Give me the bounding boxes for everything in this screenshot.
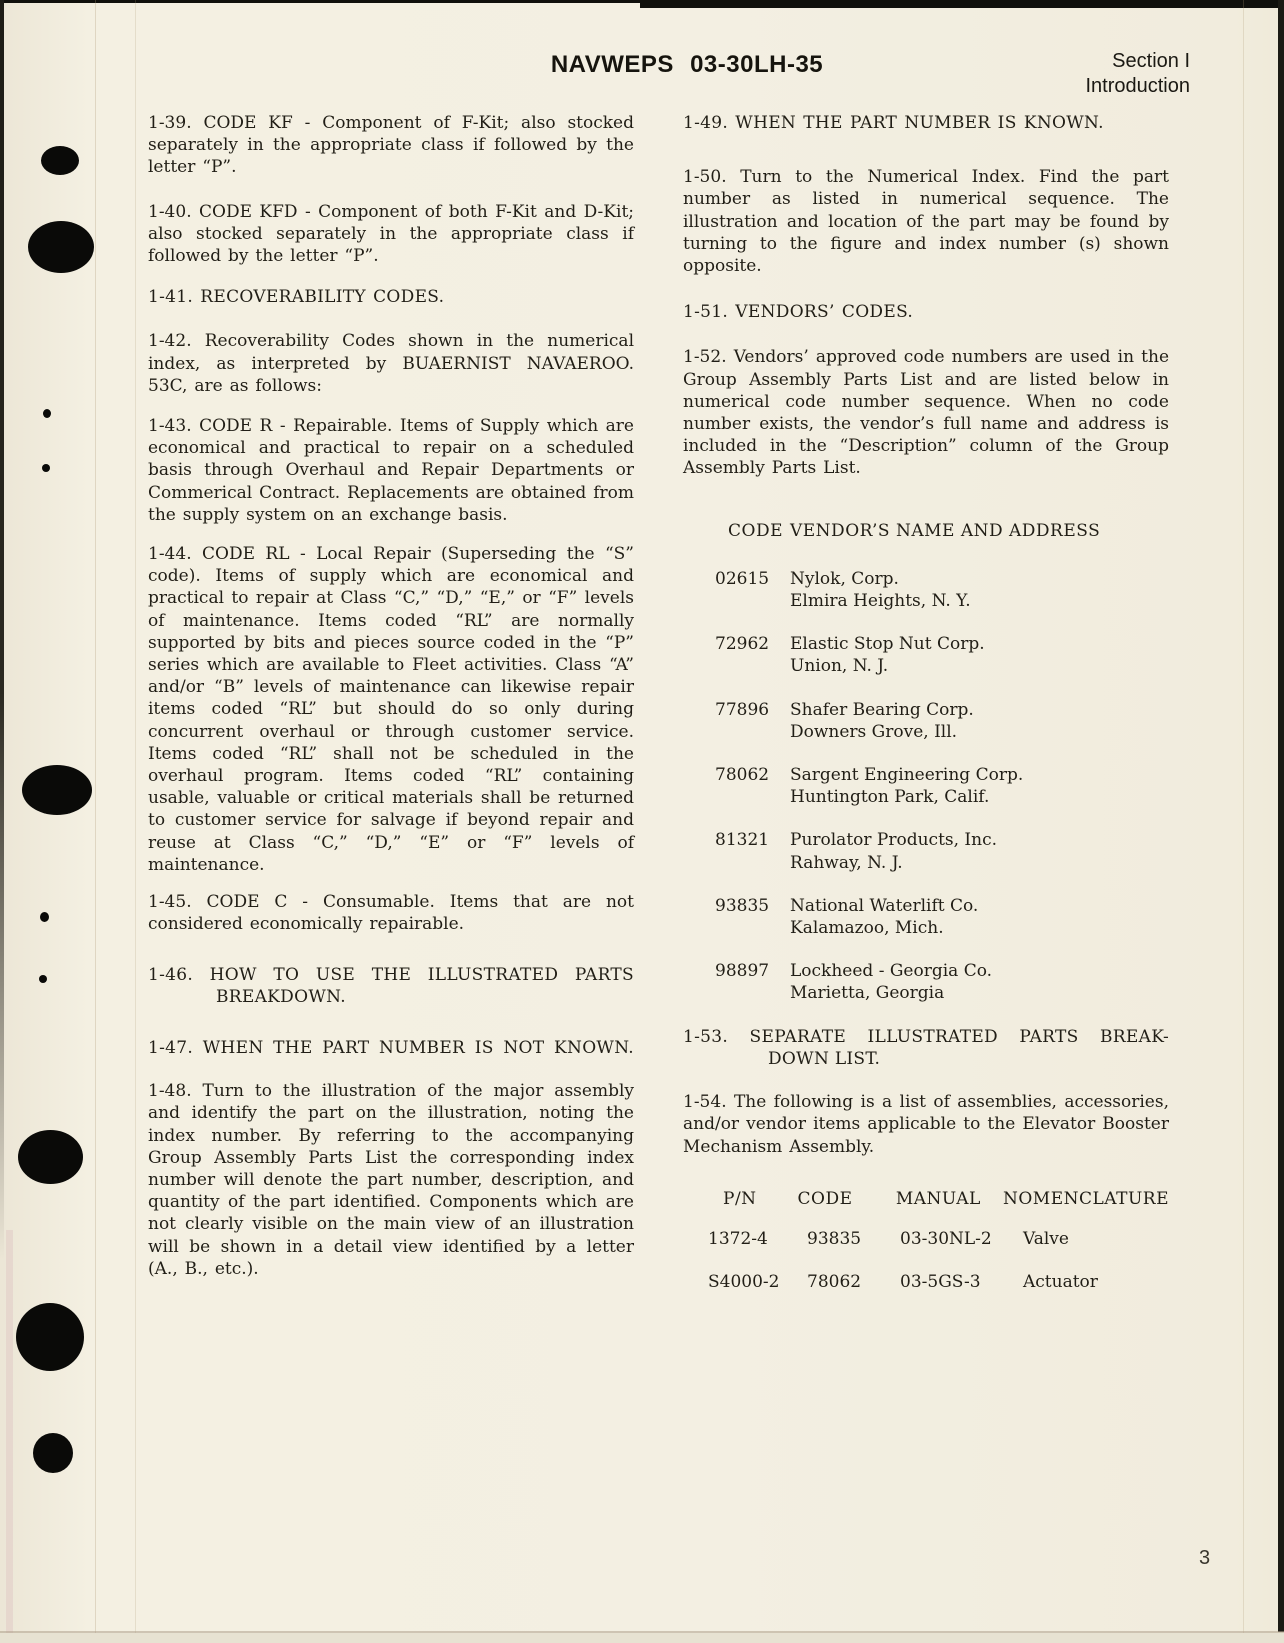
- part-code: 78062: [807, 1272, 862, 1293]
- punch-hole: [28, 221, 94, 273]
- ink-dot: [43, 409, 51, 418]
- ink-dot: [40, 912, 49, 922]
- scan-bottom-strip: [0, 1633, 1284, 1643]
- punch-hole: [22, 765, 92, 815]
- punch-hole: [33, 1433, 73, 1473]
- part-manual: 03-30NL-2: [900, 1228, 992, 1249]
- paragraph-1-43: 1-43. CODE R - Repairable. Items of Supply which are economical and practical to repair on a scheduled basis through Overhaul and Repair Departments or Commerical Contract. Replacements are obtained from the supply system on an exchange basis.: [148, 416, 634, 525]
- vendor-name: Shafer Bearing Corp.: [790, 699, 974, 720]
- part-nomenclature: Valve: [1023, 1228, 1069, 1249]
- vendor-row: [683, 568, 1169, 612]
- vendor-address: Marietta, Georgia: [790, 983, 945, 1004]
- heading-1-53: [683, 1026, 1169, 1070]
- paragraph-1-44: 1-44. CODE RL - Local Repair (Superseding the “S” code). Items of supply which are economical and practical to repair at Class “C,” “D,” “E,” or “F” levels of maintenance. Items coded “RL” are normally supported by bits and pieces source coded in the “P” series which are available to Fleet activities. Class “A” and/or “B” levels of maintenance can likewise repair items coded “RL” but should do so only during concurrent overhaul or through customer service. Items coded “RL” shall not be scheduled in the overhaul program. Items coded “RL” containing usable, valuable or critical materials shall be returned to customer service for salvage if beyond repair and reuse at Class “C,” “D,” “E” or “F” levels of maintenance.: [148, 544, 634, 875]
- vendor-row: [683, 960, 1169, 1004]
- vendor-address: Elmira Heights, N. Y.: [790, 591, 971, 612]
- heading-1-51: 1-51. VENDORS’ CODES.: [683, 302, 914, 323]
- vendor-address: Huntington Park, Calif.: [790, 787, 990, 808]
- vendor-name: Nylok, Corp.: [790, 568, 899, 589]
- vendor-name: Elastic Stop Nut Corp.: [790, 634, 985, 655]
- left-column: [148, 112, 634, 1280]
- vendor-row: [683, 699, 1169, 743]
- paragraph-1-50: 1-50. Turn to the Numerical Index. Find the part number as listed in numerical sequence. The illustration and location of the part may be found by turning to the figure and index number (s) shown opposite.: [683, 167, 1169, 277]
- vendor-info: [790, 699, 974, 743]
- paragraph-1-48: 1-48. Turn to the illustration of the major assembly and identify the part on the illustration, noting the index number. By referring to the accompanying Group Assembly Parts List the corresponding index number will denote the part number, description, and quantity of the part identified. Components which are not clearly visible on the main view of an illustration will be shown in a detail view identified by a letter (A., B., etc.).: [148, 1081, 634, 1279]
- heading-1-41: 1-41. RECOVERABILITY CODES.: [148, 287, 445, 308]
- part-manual: 03-5GS-3: [900, 1272, 981, 1293]
- punch-hole: [41, 146, 79, 175]
- ink-dot: [42, 464, 50, 472]
- scan-left-edge: [0, 0, 4, 1260]
- vendor-code: 02615: [715, 568, 770, 589]
- punch-hole: [16, 1303, 84, 1371]
- part-code: 93835: [807, 1228, 862, 1249]
- vendor-code-header: CODE: [728, 520, 783, 541]
- scan-top-edge-thick: [640, 0, 1284, 8]
- heading-1-46-line1: 1-46. HOW TO USE THE ILLUSTRATED PARTS: [148, 964, 634, 985]
- page-number: 3: [1199, 1547, 1211, 1569]
- heading-1-49: 1-49. WHEN THE PART NUMBER IS KNOWN.: [683, 113, 1104, 133]
- heading-1-46: [148, 964, 634, 1008]
- vendor-info: [790, 960, 992, 1004]
- vendor-code: 72962: [715, 634, 770, 655]
- subsection-title: Introduction: [1085, 75, 1190, 97]
- vendor-code: 98897: [715, 961, 770, 982]
- vendor-address: Union, N. J.: [790, 656, 889, 677]
- vendor-info: [790, 764, 1023, 808]
- vendor-name: Sargent Engineering Corp.: [790, 765, 1024, 786]
- parts-row: [683, 1228, 1169, 1250]
- heading-1-46-line2: BREAKDOWN.: [216, 986, 346, 1007]
- section-title: Section I: [1112, 50, 1190, 72]
- vendor-info: [790, 895, 978, 939]
- parts-table-header: [683, 1188, 1169, 1210]
- vendor-code: 81321: [715, 830, 770, 851]
- paragraph-1-39: 1-39. CODE KF - Component of F-Kit; also stocked separately in the appropriate class if followed by the letter “P”.: [148, 113, 634, 178]
- vendor-address: Downers Grove, Ill.: [790, 721, 958, 742]
- parts-header-manual: MANUAL: [895, 1188, 981, 1209]
- paragraph-1-40: 1-40. CODE KFD - Component of both F-Kit and D-Kit; also stocked separately in the appropriate class if followed by the letter “P”.: [148, 201, 634, 267]
- doc-number: NAVWEPS 03-30LH-35: [550, 51, 824, 78]
- vendor-name: National Waterlift Co.: [790, 895, 979, 916]
- vendor-code: 77896: [715, 699, 770, 720]
- vendor-code: 93835: [715, 895, 770, 916]
- heading-1-53-line1: 1-53. SEPARATE ILLUSTRATED PARTS BREAK-: [683, 1026, 1169, 1047]
- ink-dot: [39, 975, 47, 983]
- punch-hole: [18, 1130, 83, 1184]
- paragraph-1-42: 1-42. Recoverability Codes shown in the numerical index, as interpreted by BUAERNIST NAVAEROO. 53C, are as follows:: [148, 331, 634, 396]
- part-number: 1372-4: [708, 1228, 768, 1249]
- heading-1-53-line2: DOWN LIST.: [768, 1048, 881, 1069]
- vendor-info: [790, 568, 971, 612]
- parts-row: [683, 1271, 1169, 1293]
- vendor-row: [683, 895, 1169, 939]
- right-column: [683, 112, 1169, 1293]
- vendor-name: Lockheed - Georgia Co.: [790, 961, 993, 982]
- paper-crease: [1243, 0, 1244, 1643]
- vendor-table-header: [683, 520, 1169, 542]
- vendor-row: [683, 633, 1169, 677]
- vendor-row: [683, 764, 1169, 808]
- paragraph-1-54: 1-54. The following is a list of assemblies, accessories, and/or vendor items applicable to the Elevator Booster Mechanism Assembly.: [683, 1092, 1169, 1157]
- vendor-address: Kalamazoo, Mich.: [790, 918, 944, 939]
- paragraph-1-45: 1-45. CODE C - Consumable. Items that are not considered economically repairable.: [148, 892, 634, 935]
- part-nomenclature: Actuator: [1023, 1272, 1098, 1293]
- vendor-name-header: VENDOR’S NAME AND ADDRESS: [790, 520, 1101, 541]
- scan-right-edge: [1278, 0, 1284, 1632]
- vendor-address: Rahway, N. J.: [790, 852, 903, 873]
- heading-1-47: 1-47. WHEN THE PART NUMBER IS NOT KNOWN.: [148, 1037, 634, 1058]
- vendor-code: 78062: [715, 765, 770, 786]
- section-block: [1085, 49, 1190, 99]
- scan-color-band: [6, 1230, 13, 1643]
- parts-header-pn: P/N: [723, 1188, 757, 1209]
- vendor-row: [683, 829, 1169, 873]
- vendor-info: [790, 829, 997, 873]
- paragraph-1-52: 1-52. Vendors’ approved code numbers are used in the Group Assembly Parts List and are listed below in numerical code number sequence. When no code number exists, the vendor’s full name and address is included in the “Description” column of the Group Assembly Parts List.: [683, 347, 1169, 479]
- vendor-info: [790, 633, 985, 677]
- vendor-name: Purolator Products, Inc.: [790, 830, 998, 851]
- part-number: S4000-2: [708, 1272, 780, 1293]
- paper-crease: [135, 0, 136, 1643]
- parts-header-nomenclature: NOMENCLATURE: [1002, 1188, 1169, 1209]
- paper-crease: [95, 0, 96, 1643]
- parts-header-code: CODE: [797, 1188, 853, 1209]
